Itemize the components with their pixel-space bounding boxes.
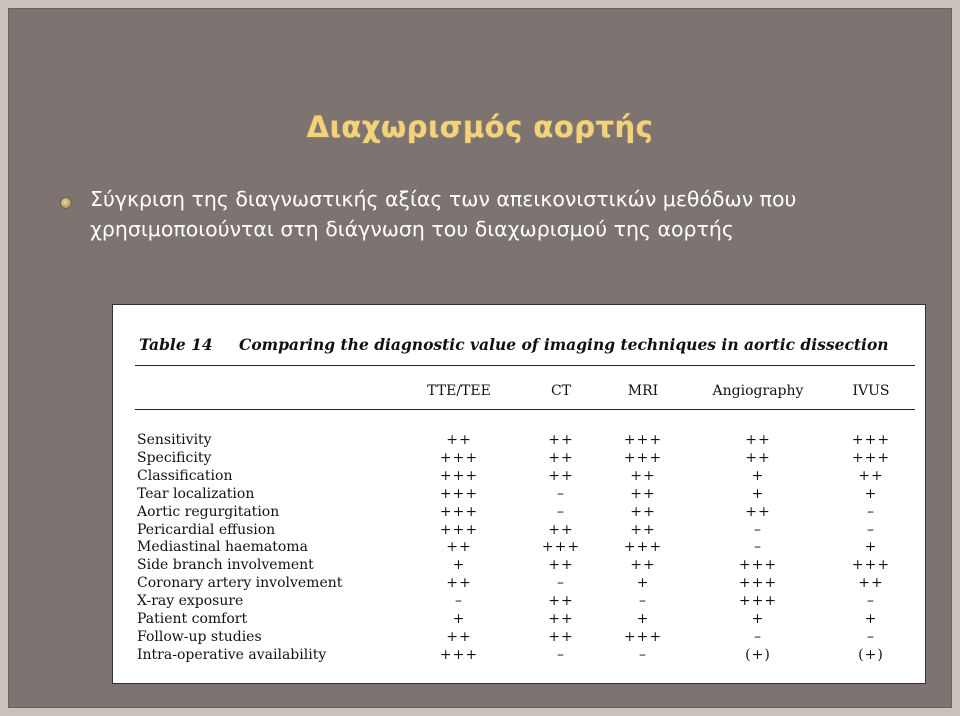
table-row [113,592,925,610]
table-cell: +++ [623,432,663,448]
table-cell: +++ [738,593,778,610]
column-header: TTE/TEE [427,383,491,399]
table-cell: + [636,611,650,627]
table-row [113,503,925,521]
table-cell: ++ [446,575,472,592]
table-cell: +++ [439,449,479,466]
table-cell: ++ [630,503,656,520]
table-cell: – [867,521,875,538]
table-cell: ++ [548,467,574,484]
table-cell: ++ [446,628,472,645]
table-cell: +++ [439,503,479,520]
table-cell: ++ [745,449,771,466]
table-cell: +++ [541,539,581,556]
row-label: X-ray exposure [137,593,244,610]
table-cell: – [754,521,762,538]
table-cell: ++ [548,628,574,645]
table-row [113,431,925,449]
table-cell: +++ [738,557,778,574]
column-header: IVUS [852,383,890,399]
table-cell: – [754,628,762,645]
table-cell: ++ [858,467,884,484]
table-cell: ++ [630,557,656,574]
table-cell: – [557,503,565,520]
table-cell: – [867,628,875,645]
row-label: Classification [137,467,233,484]
table-cell: (+) [745,646,771,663]
table-cell: + [751,611,765,627]
table-title [139,335,889,354]
row-label: Patient comfort [137,611,248,627]
table-cell: +++ [851,557,891,574]
bullet-text-line-1: Σύγκριση της διαγνωστικής αξίας των απεικονιστικών μεθόδων που [90,187,797,211]
row-label: Tear localization [137,485,255,502]
table-row [113,538,925,556]
table-cell: + [751,485,765,502]
table-row [113,485,925,503]
table-cell: +++ [439,521,479,538]
table-cell: ++ [446,432,472,448]
table-cell: – [867,503,875,520]
table-cell: +++ [439,646,479,663]
row-label: Coronary artery involvement [137,575,343,592]
table-row [113,646,925,664]
table-cell: – [639,593,647,610]
table-cell: + [452,557,466,574]
row-label: Mediastinal haematoma [137,539,308,556]
table-row [113,574,925,592]
row-label: Follow-up studies [137,628,262,645]
row-label: Specificity [137,449,212,466]
bullet-text [90,184,930,244]
table-cell: ++ [548,432,574,448]
table-cell: ++ [548,611,574,627]
table-row [113,628,925,646]
bullet-text-line-2: χρησιμοποιούνται στη διάγνωση του διαχωρισμού της αορτής [90,217,734,241]
table-cell: ++ [446,539,472,556]
table-cell: ++ [548,593,574,610]
table-cell: + [864,539,878,556]
table-cell: – [557,646,565,663]
table-cell: ++ [548,557,574,574]
table-cell: + [452,611,466,627]
table-label: Table 14 [139,335,213,354]
table-row [113,521,925,539]
table-cell: ++ [630,521,656,538]
table-cell: ++ [548,521,574,538]
table-cell: – [557,485,565,502]
table-cell: +++ [623,449,663,466]
row-label: Aortic regurgitation [137,503,280,520]
table-header-rule [135,409,915,410]
table-cell: + [751,467,765,484]
row-label: Intra-operative availability [137,646,327,663]
table-cell: +++ [851,432,891,448]
table-cell: + [636,575,650,592]
table-row [113,556,925,574]
table-cell: + [864,611,878,627]
table-cell: ++ [745,503,771,520]
table-cell: ++ [630,485,656,502]
table-cell: ++ [858,575,884,592]
slide-title: Διαχωρισμός αορτής [306,110,654,144]
table-row [113,467,925,485]
table-cell: – [867,593,875,610]
table-caption: Comparing the diagnostic value of imaging techniques in aortic dissection [239,335,889,354]
table-cell: + [864,485,878,502]
table-cell: +++ [439,485,479,502]
table-cell: ++ [548,449,574,466]
table-cell: – [455,593,463,610]
table-cell: +++ [851,449,891,466]
column-header: CT [550,383,572,399]
bullet-icon [60,197,72,209]
row-label: Side branch involvement [137,557,314,574]
table-cell: +++ [738,575,778,592]
table-cell: +++ [623,539,663,556]
table-cell: ++ [745,432,771,448]
table-cell: ++ [630,467,656,484]
table-cell: +++ [623,628,663,645]
table-row [113,449,925,467]
table-row [113,610,925,628]
row-label: Pericardial effusion [137,521,276,538]
column-header: Angiography [712,383,804,399]
table-cell: +++ [439,467,479,484]
table-cell: – [557,575,565,592]
table-top-rule [135,365,915,366]
table-cell: – [639,646,647,663]
row-label: Sensitivity [137,432,212,448]
table-cell: – [754,539,762,556]
column-header: MRI [627,383,659,399]
table-cell: (+) [858,646,884,663]
comparison-table-image [112,304,926,684]
